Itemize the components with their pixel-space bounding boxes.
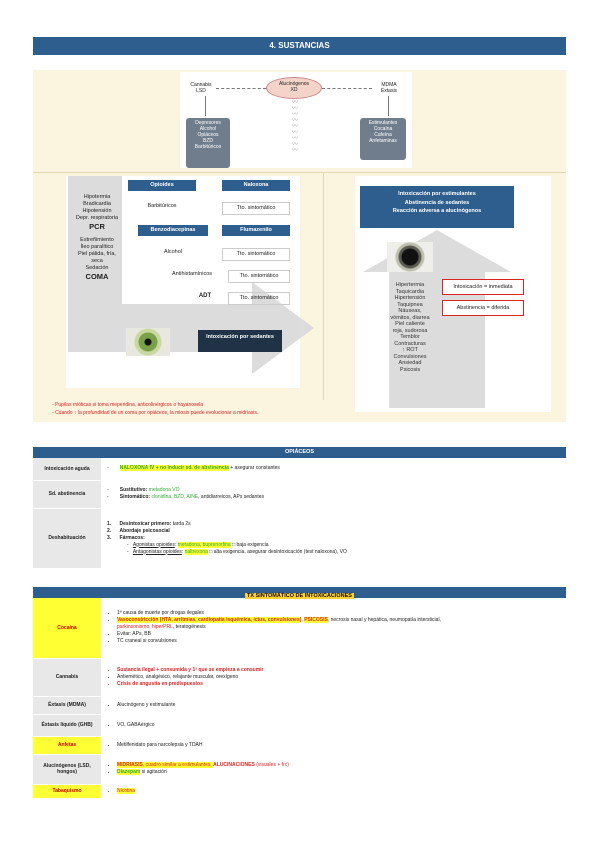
opi-cell-deshabituacion: 1. Desintoxicar primero: tarda 2s 2. Abordaje psicosocial 3. Fármacos: - Agonistas opioides: metadona, buprenorfina □ baja exigencia - Antagonistas opioides: naltrexona □ alta exigencia, asegurar desintoxicación (test naloxona), VO [101,508,566,568]
opi-clonidina: clonidina, BZD, AINE [151,494,199,500]
opi-farmacos: Fármacos: [119,534,145,541]
can-2: • Antiemético, analgésico, relajante muscular, orexígeno [117,674,560,681]
sed-symptom-6: Íleo paralítico [80,244,114,250]
tx-cell-alucinogenos [101,754,566,784]
est-symptom-12: Convulsiones [393,353,427,360]
opi-r2-rest: , antidiarreicos, APs sedantes [198,494,265,500]
sed-row-5-antidote: Tto. sintomático [228,270,290,283]
est-symptom-13: Ansiedad [398,360,422,366]
alu-alucinaciones: ALUCINACIONES [213,762,255,768]
eye-midriasis-image [387,242,433,272]
opi-sep-a: : [174,541,178,548]
opi-naltrexona: naltrexona [184,548,208,555]
sed-note-2: Cuando ↑ la profundidad de un coma por opiáceos, la miosis puede evolucionar a midriasis. [55,410,259,416]
sed-row-6-antidote: Tto. sintomático [228,292,290,305]
est-symptom-2: Taquicardia [395,288,425,295]
opi-num-1: 1. [107,520,112,527]
opi-cell-intoxicacion: - NALOXONA IV + no inducir sd. de abstinencia + asegurar constantes [101,458,566,480]
tx-label-alucinogenos: Alucinógenos (LSD, hongos) [33,754,101,784]
tx-label-cannabis: Cannabis [33,658,101,696]
est-symptom-7: Piel caliente [395,321,425,327]
depresores-box [186,118,230,168]
opi-metadona-bup: metadona, buprenorfina [177,541,231,548]
est-symptom-4: Taquipnea [397,301,423,308]
opi-label-abstinencia: Sd. abstinencia [33,480,101,508]
est-symptom-14: Psicosis [399,366,421,373]
sed-note-1: Pupilas mióticas si toma meperidina, anticolinérgicos o hayanosela [55,402,204,408]
tx-label-tabaquismo: Tabaquismo [33,784,101,798]
opi-alta: □ alta exigencia, asegurar desintoxicación (test naloxona), VO [207,548,347,555]
tx-label-ghb: Éxtasis líquido (GHB) [33,714,101,736]
tx-title: TX SINTOMÁTICO DE INTOXICACIONES [247,593,352,599]
depresores-4: BZD [203,138,213,144]
opi-baja: □ baja exigencia [230,541,269,548]
est-symptom-11: ↑ ROT [402,347,418,353]
sed-symptom-5: Estreñimiento [80,237,114,243]
estimulantes-box [360,118,406,160]
tab-1: Nicotina [117,787,136,794]
can-1: • Sustancia ilegal + consumida y 1ª que se empieza a consumir [117,667,560,674]
sed-row-4-antidote: Tto. sintomático [222,248,290,261]
tx-cell-cannabis [101,658,566,696]
est-symptom-10: Contracturas [394,340,426,347]
alu-agitacion: si agitación [140,769,167,775]
diagram-center-1: Alucinógenos [278,81,310,87]
tx-title-bar [33,587,566,598]
est-symptom-6: vómitos, diarrea [390,314,430,321]
coc-vaso: Vasoconstricción (HTA, arritmias, cardiopatía isquémica, ictus, convulsiones) [117,617,302,624]
tx-label-extasis: Éxtasis (MDMA) [33,696,101,714]
coc-psicosis: PSICOSIS [304,617,328,624]
opi-label-deshabituacion: Deshabituación [33,508,101,568]
estimulantes-3: Cafeína [374,132,392,138]
ghb-1: • VO, GABAérgico [117,722,560,729]
alu-cuadro: , cuadro similar a estimulantes, [142,762,214,768]
coc-4: • TC craneal si convulsiones [117,638,560,645]
sed-symptom-9: Sedación [85,265,109,271]
tx-cell-extasis [101,696,566,714]
sed-symptom-2: Bradicardia [83,201,111,207]
sed-row-5-drug: Antihistamínicos [171,271,213,277]
est-symptom-5: Náuseas, [398,308,422,314]
est-header-1: Intoxicación por estimulantes [398,191,476,197]
alu-visuales: (visuales + frc) [254,762,289,768]
section-title: 4. SUSTANCIAS [33,37,566,55]
ext-1: • Alucinógeno y estimulante [117,702,560,709]
intoxicacion-box: Intoxicación = inmediata [442,279,524,295]
diagram-right-top-2: Éxtasis [380,88,398,94]
diagram-center-ellipse [266,77,322,99]
depresores-1: Depresores [195,120,221,126]
estimulantes-1: Estimulantes [368,120,398,126]
sed-pcr: PCR [89,222,105,231]
sed-symptom-7: Piel pálida, fría, [78,251,116,257]
opi-num-2: 2. [107,527,112,534]
opi-naloxona: NALOXONA IV + no inducir sd. de abstinencia [119,465,229,472]
sed-symptom-1: Hipotermia [83,194,111,200]
estimulantes-4: Anfetaminas [369,138,397,144]
est-header-2: Abstinencia de sedantes [404,199,470,206]
coc-3: • Evitar: APs, BB [117,631,560,638]
sed-row-3-antidote: Flumazenilo [222,225,290,236]
est-symptom-9: Temblor [400,334,420,340]
opi-antagonistas: Antagonistas opioides [132,548,182,555]
alu-diazepam: Diazepam [117,769,141,775]
coc-necrosis: , necrosis nasal y hepática, neumopatía intersticial, [327,617,441,624]
opi-sintomatico: Sintomático: [119,494,152,500]
diagram-left-top-1: Cannabis [190,82,212,88]
tx-table [33,598,566,799]
sed-row-2-antidote: Tto. sintomático [222,202,290,215]
anf-1: • Metilfenidato para narcolepsia y TDAH [117,742,560,749]
depresores-2: Alcohol [199,126,217,132]
coc-parkinson: parkinsonismo, hiperPRL [117,624,173,631]
sed-symptom-3: Hipotensión [82,208,112,214]
opi-metadona: metadona VO [148,487,180,493]
depresores-5: Barbitúricos [194,144,222,150]
est-symptom-3: Hipertensión [394,295,426,301]
opi-cell-abstinencia: - Sustitutivo: metadona VO - Sintomático: clonidina, BZD, AINE, antidiarreicos, APs sedantes [101,480,566,508]
sed-coma: COMA [85,272,109,281]
can-3: • Crisis de angustia en predispuestos [117,681,560,688]
sed-symptom-8: seca [91,258,103,264]
opi-tarda: tarda 2s [172,520,191,527]
tx-cell-tabaquismo [101,784,566,798]
sed-row-4-drug: Alcohol [163,249,183,255]
tx-label-cocaina: Cocaína [33,598,101,658]
estimulantes-2: Cocaína [373,126,393,132]
sed-row-2-drug: Barbitúricos [147,203,177,209]
est-symptom-8: roja, sudorosa [392,327,428,334]
opi-agonistas: Agonistas opioides [132,541,175,548]
tx-cell-anfetas [101,736,566,754]
est-symptom-1: Hipertermia [395,282,425,288]
classification-diagram [180,72,412,168]
coc-terato: , teratogénesis [172,624,206,631]
est-header-3: Reacción adversa a alucinógenos [392,208,482,214]
tx-label-anfetas: Anfetas [33,736,101,754]
sed-row-3-drug: Benzodiacepinas [138,225,208,236]
sed-row-6-drug: ADT [198,293,212,299]
alu-midriasis: MIDRIASIS [117,762,143,768]
sed-row-1-drug: Opioides [128,180,196,191]
coc-comma: , [301,617,305,624]
diagram-right-top-1: MDMA [381,82,397,88]
coc-1: • 1ª causa de muerte por drogas ilegales [117,610,560,617]
opi-sep-b: : [181,548,185,555]
diagram-center-2: XD [290,87,298,93]
abstinencia-box: Abstinencia = diferida [442,300,524,316]
opi-label-intoxicacion: Intoxicación aguda [33,458,101,480]
sed-symptom-4: Depr. respiratoria [75,215,119,221]
opiaceos-table [33,458,566,569]
opi-psicosocial: Abordaje psicosocial [119,527,170,534]
zigzag-line: 〰 〰 〰 〰 〰 〰 〰 〰 〰 [291,100,298,154]
diagram-left-top-2: LSD [196,88,206,94]
opi-num-3: 3. [107,534,112,541]
est-header [360,186,514,228]
tx-cell-cocaina [101,598,566,658]
opi-r1-rest: + asegurar constantes [228,465,280,472]
tx-cell-ghb [101,714,566,736]
depresores-3: Opiáceos [197,132,219,138]
sed-row-1-antidote: Naloxona [222,180,290,191]
opi-desintoxicar: Desintoxicar primero: [119,520,173,527]
sed-arrow-label: Intoxicación por sedantes [198,330,282,352]
eye-miosis-image [126,328,170,356]
opiaceos-title: OPIÁCEOS [33,447,566,458]
opi-sustitutivo: Sustitutivo: [119,487,149,493]
